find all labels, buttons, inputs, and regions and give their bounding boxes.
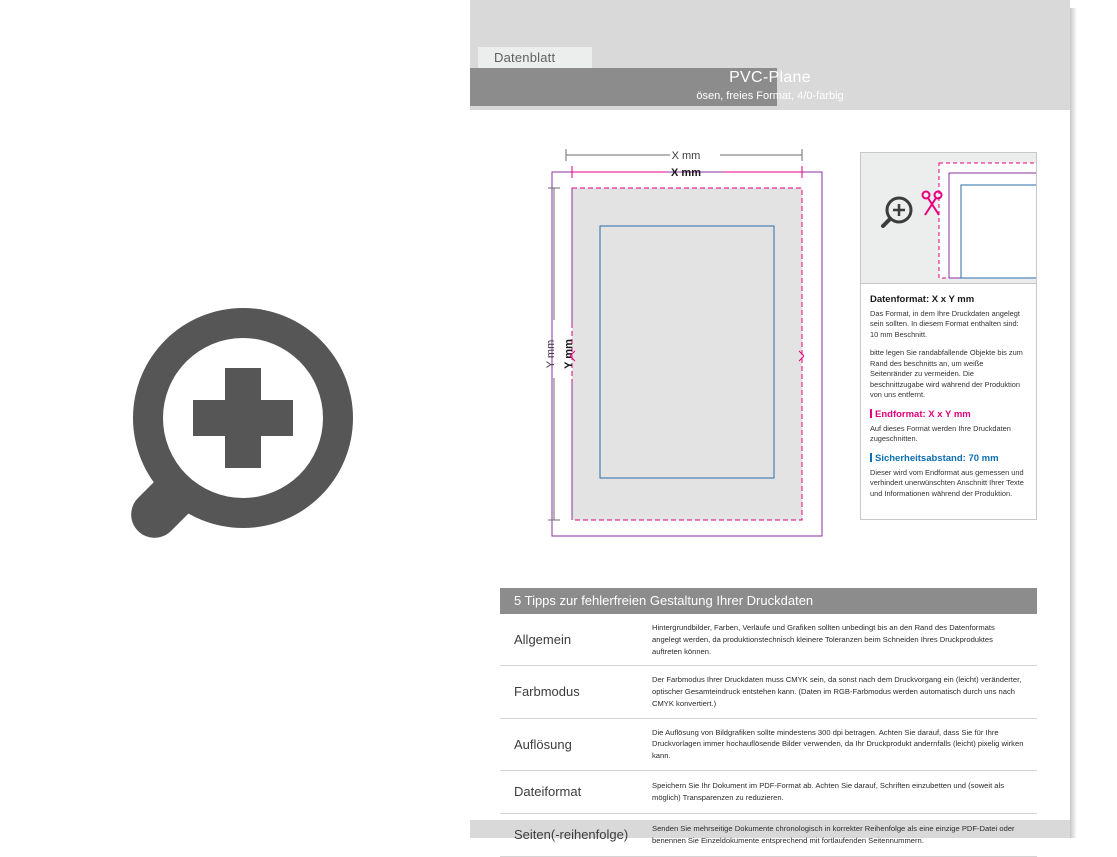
tip-label: Farbmodus [514, 684, 580, 700]
endformat-marker [870, 409, 872, 418]
dim-top-outer: X mm [671, 150, 701, 162]
tip-label: Dateiformat [514, 784, 582, 800]
page-subtitle: ösen, freies Format, 4/0-farbig [696, 90, 844, 102]
table-row [500, 666, 1037, 718]
datenformat-heading: Datenformat: X x Y mm [870, 294, 975, 305]
magnifier-plus-icon[interactable] [103, 300, 368, 550]
table-row [500, 814, 1037, 857]
tip-label: Seiten(-reihenfolge) [514, 827, 629, 843]
tip-text: Die Auflösung von Bildgrafiken sollte mindestens 300 dpi betragen. Achten Sie darauf, dass Sie für Ihre Druckvorlagen immer hochauflösende Bilder verwenden, da Ihr Druckprodukt andernfalls (leicht) pixelig wirken kann. [652, 727, 1024, 761]
dim-left-inner: Y mm [563, 339, 575, 369]
tip-text: Hintergrundbilder, Farben, Verläufe und Grafiken sollten unbedingt bis an den Rand des Datenformats angelegt werden, da produktionstechnisch kleinere Toleranzen beim Schneiden Ihres Druckproduktes auftreten können. [652, 623, 995, 656]
format-info-text [861, 284, 1036, 507]
tab-datenblatt[interactable]: Datenblatt [478, 47, 592, 68]
format-thumbnail [861, 153, 1036, 284]
page-title: PVC-Plane [729, 69, 811, 86]
table-row [500, 614, 1037, 666]
datenformat-text-2: bitte legen Sie randabfallende Objekte bis zum Rand des beschnitts an, um weiße Seitenränder zu vermeiden. Die beschnittzugabe wird während der Produktion von uns entfernt. [870, 348, 1023, 400]
dim-left-outer: Y mm [545, 339, 557, 369]
table-row [500, 719, 1037, 771]
tips-rows [500, 614, 1037, 857]
format-info-panel [860, 152, 1037, 520]
sicherheitsabstand-heading: Sicherheitsabstand: 70 mm [870, 453, 1027, 465]
preview-pane [0, 0, 470, 838]
table-row [500, 771, 1037, 814]
sicherheitsabstand-marker [870, 453, 872, 462]
tips-header: 5 Tipps zur fehlerfreien Gestaltung Ihrer Druckdaten [500, 588, 1037, 614]
sicherheitsabstand-text: Dieser wird vom Endformat aus gemessen und verhindert unerwünschten Anschnitt Ihrer Texte und Informationen während der Produktion. [870, 467, 1024, 498]
tip-label: Auflösung [514, 736, 572, 752]
datenformat-text-1: Das Format, in dem Ihre Druckdaten angelegt sein sollten. In diesem Format enthalten sind: 10 mm Beschnitt. [870, 308, 1020, 339]
tip-label: Allgemein [514, 632, 572, 648]
endformat-heading: Endformat: X x Y mm [870, 409, 1027, 421]
dim-top-inner: X mm [671, 167, 701, 179]
tips-table [500, 588, 1037, 857]
endformat-text: Auf dieses Format werden Ihre Druckdaten zugeschnitten. [870, 423, 1011, 444]
tip-text: Senden Sie mehrseitige Dokumente chronologisch in korrekter Reihenfolge als eine einzige PDF-Datei oder benennen Sie Einzeldokumente entsprechend mit fortlaufenden Seitennummern. [652, 824, 1015, 845]
page-shadow [1070, 0, 1117, 838]
tip-text: Der Farbmodus Ihrer Druckdaten muss CMYK sein, da sonst nach dem Druckvorgang ein (leicht) veränderter, optischer Gesamteindruck entstehen kann. (Daten im RGB-Farbmodus werden automatisch durch uns nach CMYK konvertiert.) [652, 675, 1022, 708]
tip-text: Speichern Sie Ihr Dokument im PDF-Format ab. Achten Sie darauf, Schriften einzubetten und (soweit als möglich) Transparenzen zu reduzieren. [652, 781, 1005, 802]
